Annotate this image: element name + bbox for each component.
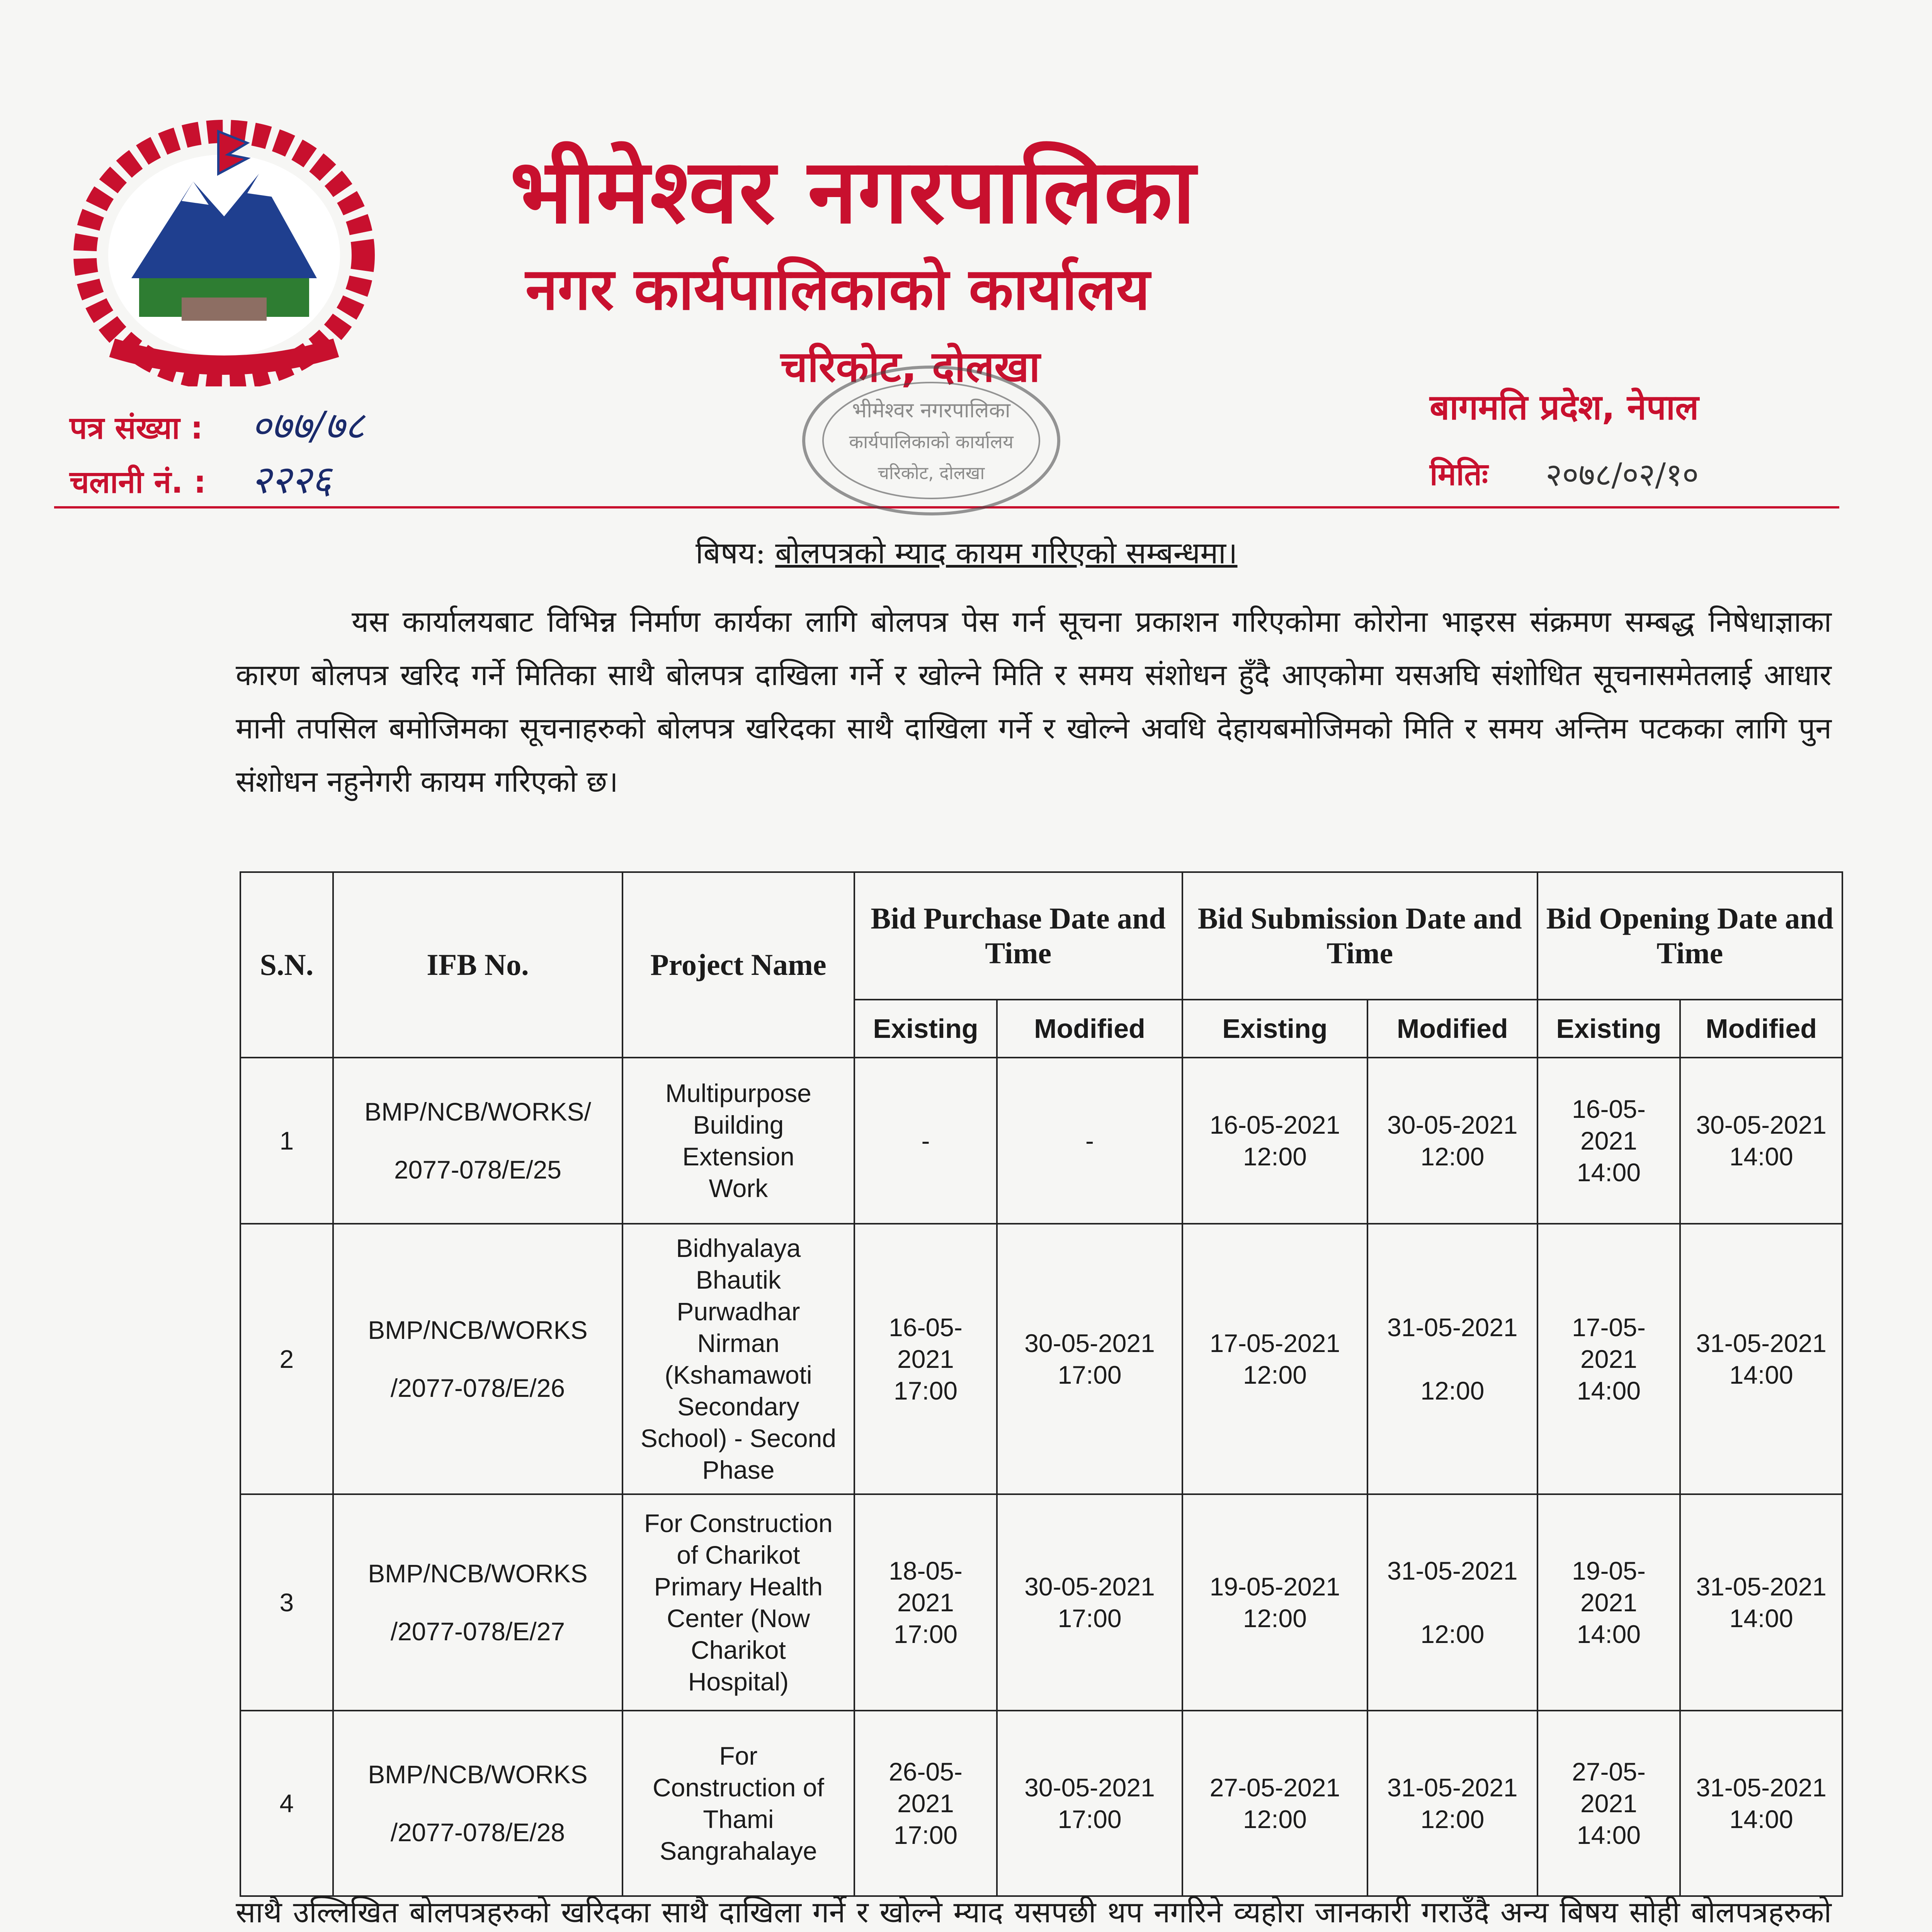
ref-no-label: पत्र संख्या :: [70, 410, 203, 446]
cell-project: For Construction of Charikot Primary Health Center (Now Charikot Hospital): [622, 1494, 854, 1711]
cell-submission-modified: 31-05-2021 12:00: [1367, 1711, 1537, 1896]
ifb-line2: 2077-078/E/25: [394, 1155, 561, 1184]
cell-opening-existing: 19-05- 2021 14:00: [1537, 1494, 1680, 1711]
cell-opening-modified: 31-05-2021 14:00: [1680, 1711, 1842, 1896]
cell-purchase-modified: -: [997, 1058, 1182, 1224]
header-purchase: Bid Purchase Date and Time: [854, 872, 1182, 1000]
table-row: [240, 1494, 1842, 1711]
ref-no-value: ०७७/७८: [251, 403, 365, 448]
cell-purchase-existing: 26-05- 2021 17:00: [854, 1711, 997, 1896]
cell-opening-modified: 31-05-2021 14:00: [1680, 1224, 1842, 1494]
cell-ifb: [333, 1711, 623, 1896]
province-label: बागमति प्रदेश, नेपाल: [1430, 387, 1699, 428]
cell-opening-modified: 31-05-2021 14:00: [1680, 1494, 1842, 1711]
cell-submission-modified: 31-05-2021 12:00: [1367, 1224, 1537, 1494]
ifb-line2: /2077-078/E/27: [390, 1617, 565, 1646]
cell-opening-existing: 27-05- 2021 14:00: [1537, 1711, 1680, 1896]
subject-label: बिषय:: [696, 536, 766, 571]
cell-opening-existing: 16-05- 2021 14:00: [1537, 1058, 1680, 1224]
header-submission-existing: Existing: [1182, 1000, 1367, 1058]
cell-submission-modified: 31-05-2021 12:00: [1367, 1494, 1537, 1711]
cell-project: For Construction of Thami Sangrahalaye: [622, 1711, 854, 1896]
ifb-line2: /2077-078/E/28: [390, 1818, 565, 1847]
cell-ifb: [333, 1224, 623, 1494]
cell-ifb: [333, 1494, 623, 1711]
stamp-line3: चरिकोट, दोलखा: [878, 463, 985, 483]
ifb-line1: BMP/NCB/WORKS: [368, 1559, 588, 1588]
cell-submission-existing: 27-05-2021 12:00: [1182, 1711, 1367, 1896]
header-sn: S.N.: [240, 872, 333, 1058]
cell-project: Multipurpose Building Extension Work: [622, 1058, 854, 1224]
cell-purchase-modified: 30-05-2021 17:00: [997, 1224, 1182, 1494]
nepal-emblem-icon: [66, 116, 383, 386]
cell-sn: 4: [240, 1711, 333, 1896]
header-opening-existing: Existing: [1537, 1000, 1680, 1058]
cell-submission-modified: 30-05-2021 12:00: [1367, 1058, 1537, 1224]
header-submission-modified: Modified: [1367, 1000, 1537, 1058]
header-purchase-existing: Existing: [854, 1000, 997, 1058]
cell-submission-existing: 17-05-2021 12:00: [1182, 1224, 1367, 1494]
cell-submission-existing: 19-05-2021 12:00: [1182, 1494, 1367, 1711]
header-ifb: IFB No.: [333, 872, 623, 1058]
cell-project: Bidhyalaya Bhautik Purwadhar Nirman (Kshamawoti Secondary School) - Second Phase: [622, 1224, 854, 1494]
cell-sn: 1: [240, 1058, 333, 1224]
cell-sn: 3: [240, 1494, 333, 1711]
subject-line: [696, 531, 1237, 572]
cell-opening-existing: 17-05- 2021 14:00: [1537, 1224, 1680, 1494]
header-opening-modified: Modified: [1680, 1000, 1842, 1058]
header-submission: Bid Submission Date and Time: [1182, 872, 1537, 1000]
office-stamp: [792, 359, 1070, 522]
ifb-line2: /2077-078/E/26: [390, 1374, 565, 1402]
subject-text: बोलपत्रको म्याद कायम गरिएको सम्बन्धमा।: [775, 536, 1238, 571]
cell-purchase-existing: 18-05- 2021 17:00: [854, 1494, 997, 1711]
ifb-line1: BMP/NCB/WORKS: [368, 1316, 588, 1344]
header-opening: Bid Opening Date and Time: [1537, 872, 1842, 1000]
cell-purchase-existing: 16-05- 2021 17:00: [854, 1224, 997, 1494]
cell-sn: 2: [240, 1224, 333, 1494]
date-label: मितिः: [1430, 456, 1488, 492]
stamp-line1: भीमेश्वर नगरपालिका: [852, 398, 1010, 422]
cell-submission-existing: 16-05-2021 12:00: [1182, 1058, 1367, 1224]
cell-purchase-modified: 30-05-2021 17:00: [997, 1711, 1182, 1896]
office-title: नगर कार्यपालिकाको कार्यालय: [526, 256, 1150, 323]
cell-purchase-existing: -: [854, 1058, 997, 1224]
table-row: [240, 1224, 1842, 1494]
ifb-line1: BMP/NCB/WORKS/: [364, 1097, 591, 1126]
cell-opening-modified: 30-05-2021 14:00: [1680, 1058, 1842, 1224]
table-row: [240, 1711, 1842, 1896]
cell-purchase-modified: 30-05-2021 17:00: [997, 1494, 1182, 1711]
stamp-line2: कार्यपालिकाको कार्यालय: [849, 431, 1014, 453]
location-title: चरिकोट, दोलखा: [781, 342, 1040, 391]
ifb-line1: BMP/NCB/WORKS: [368, 1760, 588, 1789]
dispatch-label: चलानी नं. :: [70, 464, 206, 500]
municipality-title: भीमेश्वर नगरपालिका: [510, 140, 1196, 243]
intro-paragraph: यस कार्यालयबाट विभिन्न निर्माण कार्यका लागि बोलपत्र पेस गर्न सूचना प्रकाशन गरिएकोमा कोरोना भाइरस संक्रमण सम्बद्ध निषेधाज्ञाका कारण बोलपत्र खरिद गर्ने मितिका साथै बोलपत्र दाखिला गर्ने र खोल्ने मिति र समय संशोधन हुँदै आएकोमा यसअघि संशोधित सूचनासमेतलाई आधार मानी तपसिल बमोजिमका सूचनाहरुको बोलपत्र खरिदका साथै दाखिला गर्ने र खोल्ने अवधि देहायबमोजिमको मिति र समय अन्तिम पटकका लागि पुन संशोधन नहुनेगरी कायम गरिएको छ।: [236, 604, 1832, 799]
date-value: २०७८/०२/१०: [1546, 457, 1699, 493]
closing-paragraph: साथै उल्लिखित बोलपत्रहरुको खरिदका साथै दाखिला गर्ने र खोल्ने म्याद यसपछी थप नगरिने व्यहोरा जानकारी गराउँदै अन्य बिषय सोही बोलपत्रहरुको: [236, 1895, 1832, 1929]
bid-schedule-table: [240, 871, 1843, 1897]
dispatch-value: २२२६: [251, 457, 332, 502]
header-project: Project Name: [622, 872, 854, 1058]
table-row: [240, 1058, 1842, 1224]
cell-ifb: [333, 1058, 623, 1224]
header-purchase-modified: Modified: [997, 1000, 1182, 1058]
